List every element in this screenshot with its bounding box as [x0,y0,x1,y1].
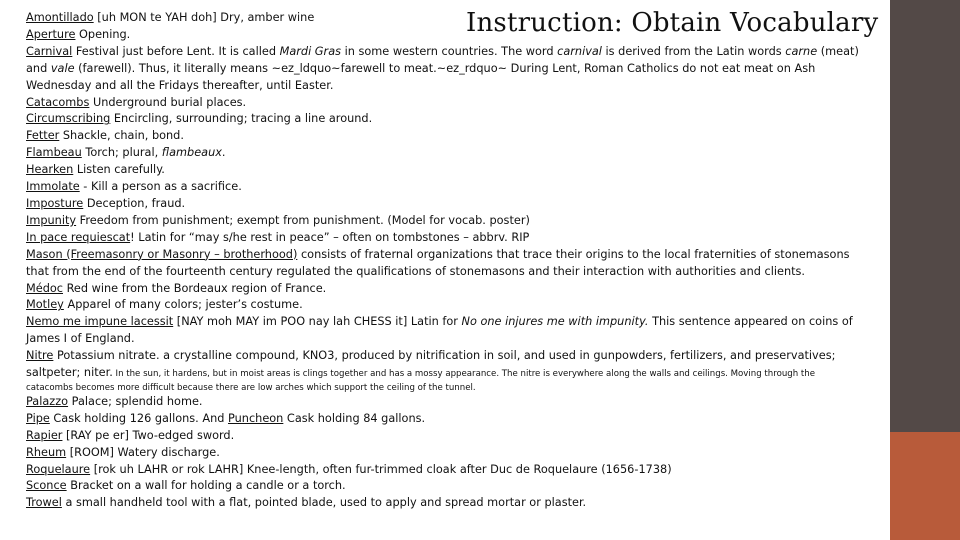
vocab-definition: Underground burial places. [89,95,247,109]
vocab-definition: consists of fraternal organizations that trace their origins to the local fraternities of stonemasons that from the end of the fourteenth century regulated the qualifications of stonemasons and their interaction with authorities and clients. [26,247,850,278]
vocab-term: Catacombs [26,95,90,109]
vocab-term: Puncheon [228,411,284,425]
sidebar-accent-dark [890,0,960,432]
vocab-entry-imposture [26,196,866,213]
vocab-definition: Apparel of many colors; jester’s costume. [63,298,303,312]
vocab-term: Motley [26,298,64,312]
vocab-term: Flambeau [26,146,82,160]
vocabulary-list [26,10,866,512]
vocab-definition: Cask holding 126 gallons. And [49,411,229,425]
vocab-entry-mason [26,247,866,281]
vocab-entry-roquelaure [26,462,866,479]
vocab-entry-palazzo [26,394,866,411]
vocab-entry-motley [26,297,866,314]
vocab-definition: (farewell). Thus, it literally means ~ez_ldquo~farewell to meat.~ez_rdquo~ During Lent, Roman Catholics do not eat meat on Ash Wednesday and all the Fridays thereafter, until Easter. [26,61,816,92]
vocab-entry-in-pace-requiescat [26,230,866,247]
vocab-definition: (meat) and [26,44,859,75]
vocab-entry-catacombs [26,95,866,112]
vocab-definition: [NAY moh MAY im POO nay lah CHESS it] Latin for [173,315,462,329]
vocab-entry-hearken [26,162,866,179]
vocab-definition: in some western countries. The word [341,44,558,58]
vocab-definition: [ROOM] Watery discharge. [66,445,220,459]
vocab-italic: Mardi Gras [279,44,342,58]
vocab-note-continued: catacombs becomes more difficult because there are low arches which support the ceiling of the tunnel. [26,382,476,393]
vocab-entry-flambeau [26,145,866,162]
vocab-entry-trowel [26,495,866,512]
vocab-definition: ! Latin for “may s/he rest in peace” – often on tombstones – abbrv. RIP [130,230,530,244]
vocab-entry-fetter [26,128,866,145]
vocab-term: Mason (Freemasonry or Masonry – brotherhood) [26,247,298,261]
vocab-term: Médoc [26,281,63,295]
vocab-definition: [rok uh LAHR or rok LAHR] Knee-length, often fur-trimmed cloak after Duc de Roquelaure (1656-1738) [90,462,672,476]
vocab-entry-nemo-me-impune-lacessit [26,314,866,348]
vocab-term: Hearken [26,163,74,177]
vocab-entry-impunity [26,213,866,230]
vocab-definition: Shackle, chain, bond. [59,129,184,143]
vocab-definition: Red wine from the Bordeaux region of France. [63,281,327,295]
vocab-entry-carnival [26,44,866,95]
vocab-definition: Potassium nitrate. a crystalline compound, KNO3, produced by nitrification in soil, and used in gunpowders, fertilizers, and preservatives; saltpeter; niter. [26,349,836,380]
vocab-definition: Freedom from punishment; exempt from punishment. (Model for vocab. poster) [76,213,530,227]
vocab-definition: Encircling, surrounding; tracing a line around. [110,112,373,126]
vocab-definition: Torch; plural, [81,146,162,160]
vocab-definition: [uh MON te YAH doh] Dry, amber wine [93,11,315,24]
vocab-definition: a small handheld tool with a flat, pointed blade, used to apply and spread mortar or plaster. [61,496,587,510]
vocab-term: Amontillado [26,11,94,24]
sidebar-accent-orange [890,432,960,540]
vocab-entry-medoc [26,281,866,298]
vocab-term: Palazzo [26,394,69,408]
vocab-term: Pipe [26,411,50,425]
vocab-term: Nemo me impune lacessit [26,315,174,329]
vocab-entry-pipe [26,411,866,428]
vocab-entry-nitre [26,348,866,382]
vocab-italic: carne [785,44,818,58]
vocab-italic: No one injures me with impunity. [461,315,649,329]
vocab-term: Imposture [26,196,84,210]
vocab-term: Trowel [26,496,62,510]
vocab-definition: Festival just before Lent. It is called [72,44,280,58]
vocab-term: Rapier [26,428,63,442]
vocab-italic: carnival [557,44,602,58]
vocab-definition: Opening. [75,27,131,41]
vocab-definition: is derived from the Latin words [601,44,786,58]
vocab-entry-immolate [26,179,866,196]
vocab-definition: . [221,146,226,160]
vocab-term: Roquelaure [26,462,91,476]
vocab-note: In the sun, it hardens, but in moist areas is clings together and has a mossy appearance. The nitre is everywhere along the walls and ceilings. Moving through the [112,369,816,380]
vocab-definition: - Kill a person as a sacrifice. [79,180,242,194]
vocab-definition: Palace; splendid home. [68,394,203,408]
vocab-term: Impunity [26,213,77,227]
vocab-term: Carnival [26,44,73,58]
vocab-term: Fetter [26,129,60,143]
vocab-entry-rheum [26,445,866,462]
vocab-entry-sconce [26,478,866,495]
vocab-entry-amontillado [26,10,866,27]
vocab-term: Rheum [26,445,67,459]
vocab-entry-circumscribing [26,111,866,128]
vocab-italic: flambeaux [161,146,222,160]
vocab-entry-rapier [26,428,866,445]
vocab-definition: Bracket on a wall for holding a candle or a torch. [66,479,346,493]
vocab-italic: vale [50,61,75,75]
vocab-term: Immolate [26,180,80,194]
vocab-term: Aperture [26,27,76,41]
vocab-entry-aperture [26,27,866,44]
vocab-definition: [RAY pe er] Two-edged sword. [62,428,235,442]
page-title: Instruction: Obtain Vocabulary [466,8,879,38]
vocab-definition: Listen carefully. [73,163,165,177]
vocab-term: Circumscribing [26,112,111,126]
vocab-term: Sconce [26,479,67,493]
vocab-term: Nitre [26,349,54,363]
vocab-definition: Deception, fraud. [83,196,186,210]
vocab-term: In pace requiescat [26,230,131,244]
vocab-definition: Cask holding 84 gallons. [283,411,426,425]
vocab-definition: This sentence appeared on coins of James I of England. [26,315,853,346]
